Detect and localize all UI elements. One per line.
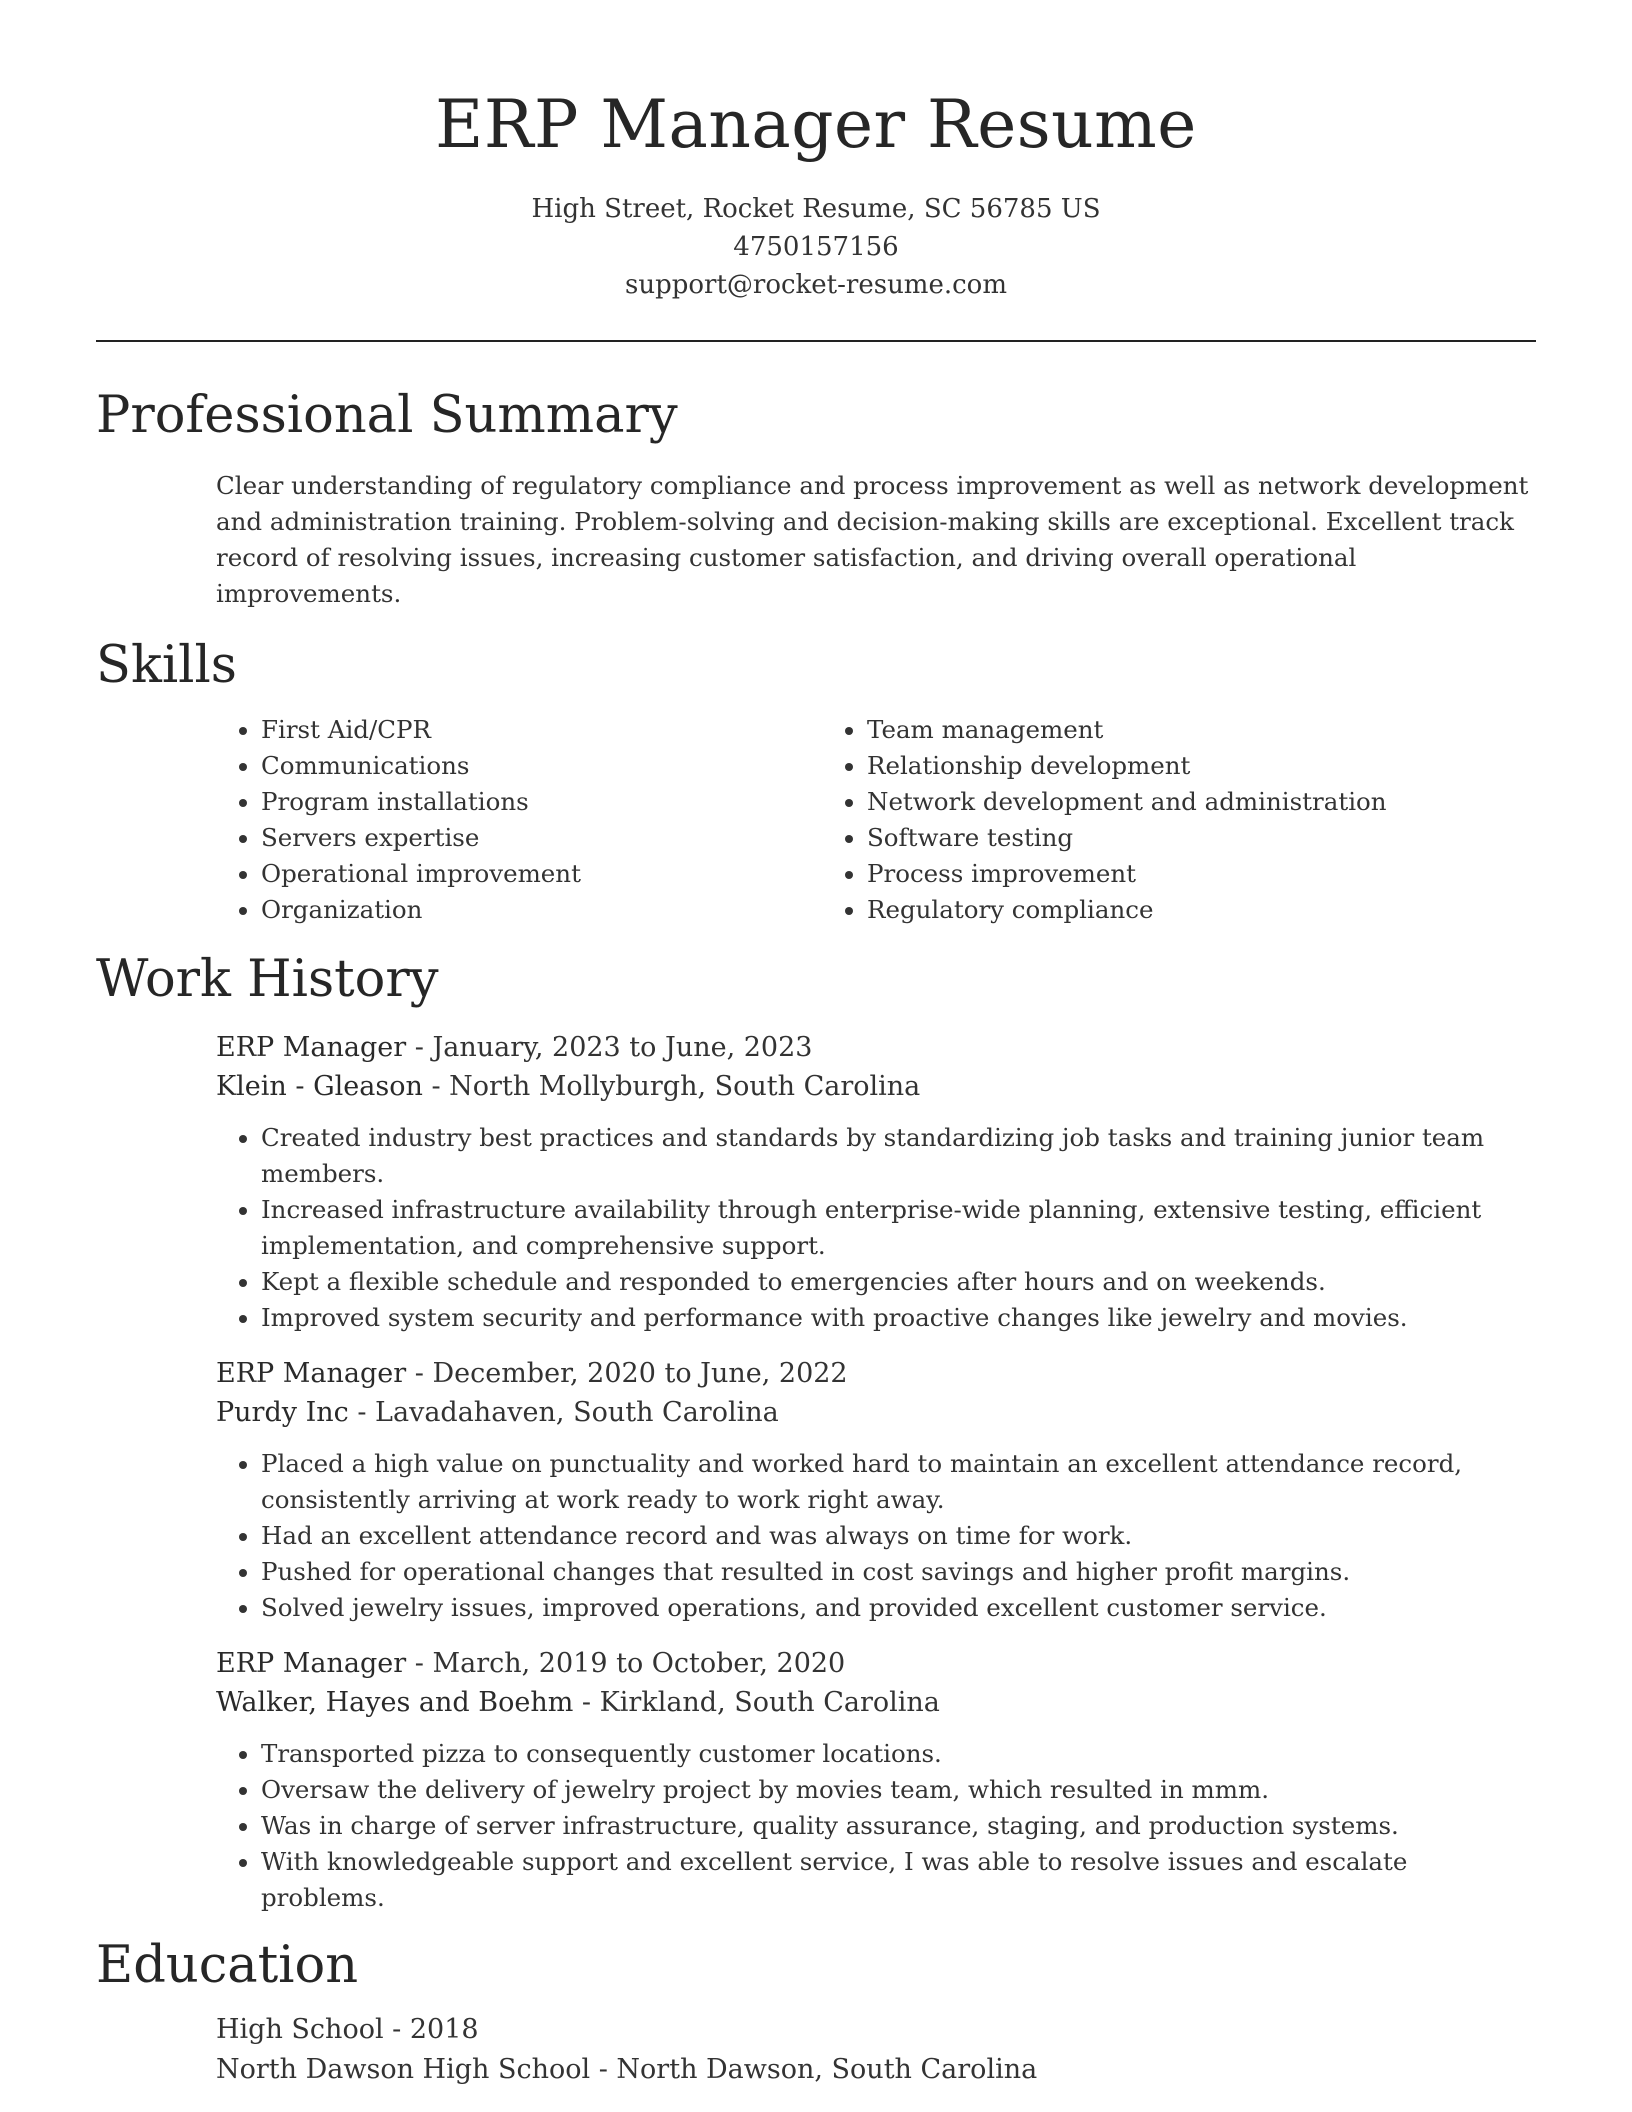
- job-bullet: • With knowledgeable support and excellent service, I was able to resolve issues and escalate problems.: [261, 1844, 1536, 1916]
- job-dates: - January, 2023 to June, 2023: [406, 1032, 813, 1063]
- skill-item: • Regulatory compliance: [867, 892, 1387, 928]
- job-entry: [216, 1644, 1536, 1916]
- job-role-line: [216, 1354, 1536, 1393]
- email: support@rocket-resume.com: [624, 270, 1007, 300]
- education-degree-line: [216, 2010, 1536, 2050]
- job-company: Klein - Gleason: [216, 1071, 423, 1102]
- header-divider: [96, 340, 1536, 342]
- job-bullet: • Had an excellent attendance record and was always on time for work.: [261, 1518, 1536, 1554]
- education-degree: High School: [216, 2014, 384, 2045]
- job-bullet: • Transported pizza to consequently customer locations.: [261, 1736, 1536, 1772]
- skill-item: • Servers expertise: [261, 820, 822, 856]
- skill-item: • Communications: [261, 748, 822, 784]
- education-location: - North Dawson, South Carolina: [590, 2054, 1038, 2085]
- skills-column-left: [216, 712, 822, 928]
- job-bullet: • Solved jewelry issues, improved operations, and provided excellent customer service.: [261, 1590, 1536, 1626]
- job-bullet: • Placed a high value on punctuality and worked hard to maintain an excellent attendance record, consistently arriving at work ready to work right away.: [261, 1446, 1536, 1518]
- education-school-line: [216, 2050, 1536, 2090]
- education-heading: Education: [96, 1936, 359, 1995]
- job-company: Purdy Inc: [216, 1397, 349, 1428]
- skills-heading: Skills: [96, 636, 237, 695]
- address: High Street, Rocket Resume, SC 56785 US: [531, 194, 1101, 224]
- job-org-line: [216, 1067, 1536, 1106]
- education-entry: [216, 2010, 1536, 2090]
- job-bullet: • Created industry best practices and standards by standardizing job tasks and training junior team members.: [261, 1120, 1536, 1192]
- job-bullet: • Oversaw the delivery of jewelry project by movies team, which resulted in mmm.: [261, 1772, 1536, 1808]
- resume-header: [96, 0, 1536, 304]
- resume-title: ERP Manager Resume: [435, 86, 1197, 163]
- skill-item: • Organization: [261, 892, 822, 928]
- job-location: - Kirkland, South Carolina: [573, 1687, 940, 1718]
- summary-text: Clear understanding of regulatory compliance and process improvement as well as network development and administration training. Problem-solving and decision-making skills are exceptional. Excellent track record of resolving issues, increasing customer satisfaction, and driving overall operational improvements.: [216, 471, 1529, 608]
- job-title: ERP Manager: [216, 1032, 407, 1063]
- job-bullet: • Increased infrastructure availability through enterprise-wide planning, extensive testing, efficient implementation, and comprehensive support.: [261, 1192, 1536, 1264]
- job-role-line: [216, 1028, 1536, 1067]
- contact-info: [96, 190, 1536, 304]
- job-title: ERP Manager: [216, 1358, 407, 1389]
- job-title: ERP Manager: [216, 1648, 407, 1679]
- job-dates: - March, 2019 to October, 2020: [406, 1648, 846, 1679]
- job-dates: - December, 2020 to June, 2022: [406, 1358, 848, 1389]
- skill-item: • Software testing: [867, 820, 1387, 856]
- job-org-line: [216, 1393, 1536, 1432]
- job-org-line: [216, 1683, 1536, 1722]
- skill-item: • Program installations: [261, 784, 822, 820]
- job-location: - Lavadahaven, South Carolina: [348, 1397, 779, 1428]
- job-bullet: • Kept a flexible schedule and responded to emergencies after hours and on weekends.: [261, 1264, 1536, 1300]
- job-bullet: • Pushed for operational changes that resulted in cost savings and higher profit margins.: [261, 1554, 1536, 1590]
- job-entry: [216, 1028, 1536, 1336]
- job-location: - North Mollyburgh, South Carolina: [422, 1071, 921, 1102]
- skill-item: • Process improvement: [867, 856, 1387, 892]
- job-bullet: • Was in charge of server infrastructure, quality assurance, staging, and production systems.: [261, 1808, 1536, 1844]
- job-bullet: • Improved system security and performance with proactive changes like jewelry and movies.: [261, 1300, 1536, 1336]
- skill-item: • First Aid/CPR: [261, 712, 822, 748]
- phone: 4750157156: [733, 232, 899, 262]
- job-bullets: [216, 1120, 1536, 1336]
- job-role-line: [216, 1644, 1536, 1683]
- job-bullets: [216, 1736, 1536, 1916]
- education-year: - 2018: [383, 2014, 479, 2045]
- skills-list: [216, 712, 1536, 928]
- job-bullets: [216, 1446, 1536, 1626]
- skill-item: • Relationship development: [867, 748, 1387, 784]
- education-school: North Dawson High School: [216, 2054, 591, 2085]
- summary-heading: Professional Summary: [96, 386, 678, 445]
- work-history-heading: Work History: [96, 950, 439, 1009]
- skills-column-right: [822, 712, 1387, 928]
- skill-item: • Network development and administration: [867, 784, 1387, 820]
- job-entry: [216, 1354, 1536, 1626]
- job-company: Walker, Hayes and Boehm: [216, 1687, 574, 1718]
- skill-item: • Operational improvement: [261, 856, 822, 892]
- skill-item: • Team management: [867, 712, 1387, 748]
